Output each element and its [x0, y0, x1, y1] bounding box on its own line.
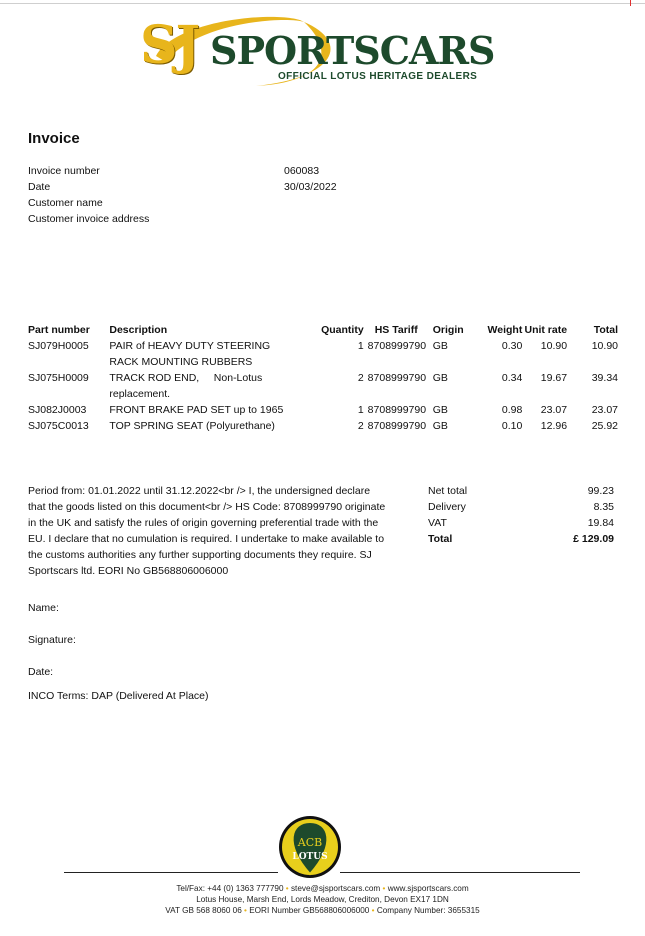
header-quantity: Quantity — [321, 324, 364, 336]
cell-part-number: SJ075H0009 — [28, 372, 89, 384]
cell-quantity: 2 — [357, 420, 364, 432]
footer-line-1 — [0, 883, 645, 894]
cell-unit-rate: 12.96 — [540, 420, 568, 432]
company-logo — [136, 12, 502, 88]
vat-row — [428, 515, 614, 531]
footer-website[interactable]: www.sjsportscars.com — [387, 884, 469, 893]
cell-unit-rate: 19.67 — [540, 372, 568, 384]
cell-unit-rate: 23.07 — [540, 404, 568, 416]
header-part-number: Part number — [28, 324, 90, 336]
header-total: Total — [593, 324, 618, 336]
footer-address: Lotus House, Marsh End, Lords Meadow, Crediton, Devon EX17 1DN — [196, 895, 449, 904]
totals-value: 8.35 — [593, 501, 614, 513]
footer-company-number: Company Number: 3655315 — [376, 906, 480, 915]
table-row — [28, 418, 618, 434]
meta-row-customer-address — [28, 211, 448, 227]
footer-divider-right — [340, 872, 580, 873]
table-header-row — [28, 322, 618, 338]
header-hs-tariff: HS Tariff — [374, 324, 418, 336]
net-total-row — [428, 483, 614, 499]
page-title: Invoice — [28, 130, 80, 147]
cell-hs-tariff: 8708999790 — [367, 340, 427, 352]
lotus-badge-icon — [277, 814, 343, 880]
cell-weight: 0.98 — [501, 404, 523, 416]
footer-tel: Tel/Fax: +44 (0) 1363 777790 — [176, 884, 284, 893]
meta-label: Customer name — [28, 197, 103, 209]
meta-row-invoice-number — [28, 163, 448, 179]
meta-value — [284, 211, 448, 227]
cell-description: TOP SPRING SEAT (Polyurethane) — [109, 420, 275, 432]
totals-label: Total — [428, 533, 453, 545]
cell-origin: GB — [432, 404, 448, 416]
table-row — [28, 402, 618, 418]
meta-row-date — [28, 179, 448, 195]
meta-row-customer-name — [28, 195, 448, 211]
table-row — [28, 370, 618, 402]
totals-label: Delivery — [428, 501, 466, 513]
cell-quantity: 2 — [357, 372, 364, 384]
grand-total-row — [428, 531, 614, 547]
page-corner-mark — [630, 0, 631, 6]
totals-value: 19.84 — [587, 517, 614, 529]
meta-label: Date — [28, 181, 51, 193]
footer-vat: VAT GB 568 8060 06 — [165, 906, 242, 915]
top-border-line — [0, 3, 645, 4]
footer-eori: EORI Number GB568806006000 — [249, 906, 370, 915]
totals-value: £ 129.09 — [573, 533, 614, 545]
meta-value: 30/03/2022 — [284, 181, 337, 193]
cell-part-number: SJ079H0005 — [28, 340, 89, 352]
header-description: Description — [109, 324, 168, 336]
cell-total: 23.07 — [591, 404, 618, 416]
cell-part-number: SJ075C0013 — [28, 420, 89, 432]
invoice-meta — [28, 163, 448, 227]
logo-company-name: SPORTSCARS — [210, 28, 495, 73]
logo-tagline: OFFICIAL LOTUS HERITAGE DEALERS — [278, 71, 478, 82]
header-weight: Weight — [487, 324, 523, 336]
cell-hs-tariff: 8708999790 — [367, 372, 427, 384]
signature-label: Signature: — [28, 634, 76, 646]
separator-dot: • — [244, 906, 250, 915]
logo-initials: SJ — [140, 15, 199, 76]
footer-email[interactable]: steve@sjsportscars.com — [290, 884, 381, 893]
inco-terms: INCO Terms: DAP (Delivered At Place) — [28, 690, 209, 702]
footer-divider-left — [64, 872, 278, 873]
cell-total: 10.90 — [591, 340, 618, 352]
date-label: Date: — [28, 666, 54, 678]
cell-origin: GB — [432, 340, 448, 352]
meta-value: 060083 — [284, 165, 320, 177]
separator-dot: • — [285, 884, 291, 893]
cell-origin: GB — [432, 420, 448, 432]
cell-hs-tariff: 8708999790 — [367, 404, 427, 416]
cell-unit-rate: 10.90 — [540, 340, 568, 352]
cell-total: 39.34 — [591, 372, 618, 384]
table-row — [28, 338, 618, 370]
cell-quantity: 1 — [357, 404, 364, 416]
badge-initials: ACB — [297, 836, 323, 849]
delivery-row — [428, 499, 614, 515]
meta-label: Invoice number — [28, 165, 100, 177]
header-unit-rate: Unit rate — [524, 324, 568, 336]
cell-part-number: SJ082J0003 — [28, 404, 87, 416]
cell-description: PAIR of HEAVY DUTY STEERING RACK MOUNTING RUBBERS — [109, 340, 271, 368]
cell-description: TRACK ROD END, Non-Lotus replacement. — [109, 372, 266, 400]
footer-line-3 — [0, 905, 645, 916]
totals-block — [428, 483, 614, 547]
invoice-items-table — [28, 322, 618, 434]
cell-weight: 0.10 — [501, 420, 523, 432]
separator-dot: • — [371, 906, 377, 915]
meta-value — [284, 195, 448, 211]
cell-description: FRONT BRAKE PAD SET up to 1965 — [109, 404, 284, 416]
separator-dot: • — [382, 884, 388, 893]
totals-value: 99.23 — [587, 485, 614, 497]
cell-weight: 0.30 — [501, 340, 523, 352]
totals-label: VAT — [428, 517, 447, 529]
header-origin: Origin — [432, 324, 464, 336]
cell-weight: 0.34 — [501, 372, 523, 384]
cell-quantity: 1 — [357, 340, 364, 352]
cell-total: 25.92 — [591, 420, 618, 432]
cell-hs-tariff: 8708999790 — [367, 420, 427, 432]
badge-text: LOTUS — [292, 852, 328, 862]
totals-label: Net total — [428, 485, 468, 497]
footer-contact — [0, 883, 645, 916]
origin-declaration: Period from: 01.01.2022 until 31.12.2022<br /> I, the undersigned declare that the goods listed on this document<br /> HS Code: 8708999790 originate in the UK and satisfy the rules of origin governing preferential trade with the EU. I declare that no cumulation is required. I undertake to make available to the customs authorities any further supporting documents they require. SJ Sportscars ltd. EORI No GB568806006000 — [28, 485, 386, 577]
cell-origin: GB — [432, 372, 448, 384]
meta-label: Customer invoice address — [28, 213, 150, 225]
name-label: Name: — [28, 602, 59, 614]
